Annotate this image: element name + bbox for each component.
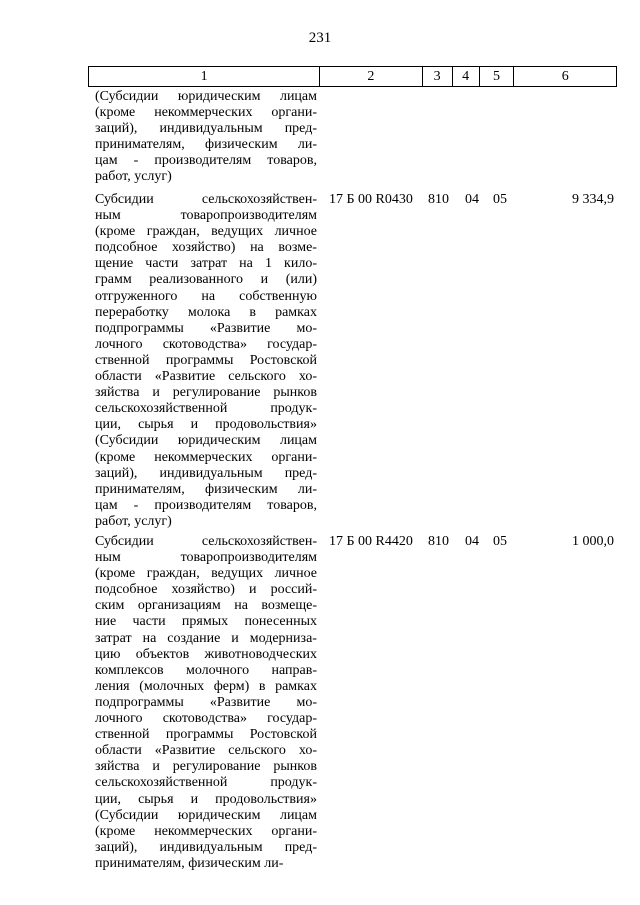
text-line: ции, сырья и продовольствия»: [95, 417, 317, 433]
text-line: ления (молочных ферм) в рамках: [95, 678, 317, 694]
text-line: принимателям, физическим ли-: [95, 855, 284, 871]
text-line: переработку молока в рамках: [95, 304, 317, 320]
header-col-3: 3: [423, 67, 453, 86]
text-line: принимателям, физическим ли-: [95, 137, 317, 153]
text-line: Субсидии сельскохозяйствен-: [95, 192, 317, 207]
text-line: подпрограммы «Развитие мо-: [95, 694, 317, 710]
text-line: (кроме некоммерческих органи-: [95, 449, 317, 465]
text-line: работ, услуг): [95, 513, 172, 529]
row-2-description: [95, 534, 317, 872]
text-line: комплексов молочного направ-: [95, 662, 317, 678]
text-line: заций), индивидуальным пред-: [95, 839, 317, 855]
header-col-4: 4: [453, 67, 480, 86]
text-line: (кроме граждан, ведущих личное: [95, 224, 317, 240]
text-line: Субсидии сельскохозяйствен-: [95, 534, 317, 549]
table-header: [88, 66, 617, 87]
row-0-description: [95, 89, 317, 186]
page-number: 231: [308, 30, 332, 46]
row-1-rz: 04: [465, 192, 479, 207]
row-1-code: 17 Б 00 R0430: [329, 192, 413, 207]
text-line: сельскохозяйственной продук-: [95, 401, 317, 417]
text-line: области «Развитие сельского хо-: [95, 743, 317, 759]
text-line: ние части прямых понесенных: [95, 614, 317, 630]
text-line: подсобное хозяйство) на возме-: [95, 240, 317, 256]
text-line: (Субсидии юридическим лицам: [95, 89, 317, 104]
text-line: работ, услуг): [95, 169, 172, 185]
text-line: ственной программы Ростовской: [95, 727, 317, 743]
text-line: лочного скотоводства» государ-: [95, 711, 317, 727]
text-line: зяйства и регулирование рынков: [95, 759, 317, 775]
row-2-rz: 04: [465, 534, 479, 549]
header-col-5: 5: [480, 67, 515, 86]
row-2-code: 17 Б 00 R4420: [329, 534, 413, 549]
text-line: принимателям, физическим ли-: [95, 481, 317, 497]
text-line: цам - производителям товаров,: [95, 153, 317, 169]
text-line: грамм реализованного и (или): [95, 272, 317, 288]
text-line: заций), индивидуальным пред-: [95, 465, 317, 481]
header-col-1: 1: [89, 67, 320, 86]
text-line: щение части затрат на 1 кило-: [95, 256, 317, 272]
text-line: цам - производителям товаров,: [95, 497, 317, 513]
row-2-sum: 1 000,0: [572, 534, 614, 549]
row-1-description: [95, 192, 317, 530]
row-1-vr: 810: [428, 192, 449, 207]
text-line: ским организациям на возмеще-: [95, 598, 317, 614]
text-line: цию объектов животноводческих: [95, 646, 317, 662]
text-line: (кроме некоммерческих органи-: [95, 823, 317, 839]
text-line: затрат на создание и модерниза-: [95, 630, 317, 646]
text-line: ным товаропроизводителям: [95, 208, 317, 224]
text-line: зяйства и регулирование рынков: [95, 385, 317, 401]
text-line: ственной программы Ростовской: [95, 352, 317, 368]
row-2-pr: 05: [493, 534, 507, 549]
text-line: (кроме некоммерческих органи-: [95, 105, 317, 121]
text-line: сельскохозяйственной продук-: [95, 775, 317, 791]
text-line: (Субсидии юридическим лицам: [95, 807, 317, 823]
text-line: отгруженного на собственную: [95, 288, 317, 304]
text-line: (Субсидии юридическим лицам: [95, 433, 317, 449]
header-col-6: 6: [561, 69, 569, 84]
text-line: подсобное хозяйство) и россий-: [95, 582, 317, 598]
text-line: ным товаропроизводителям: [95, 550, 317, 566]
row-1-sum: 9 334,9: [572, 192, 614, 207]
text-line: заций), индивидуальным пред-: [95, 121, 317, 137]
row-2-vr: 810: [428, 534, 449, 549]
text-line: (кроме граждан, ведущих личное: [95, 566, 317, 582]
header-col-2: 2: [320, 67, 423, 86]
text-line: ции, сырья и продовольствия»: [95, 791, 317, 807]
row-1-pr: 05: [493, 192, 507, 207]
text-line: лочного скотоводства» государ-: [95, 336, 317, 352]
text-line: подпрограммы «Развитие мо-: [95, 320, 317, 336]
text-line: области «Развитие сельского хо-: [95, 369, 317, 385]
